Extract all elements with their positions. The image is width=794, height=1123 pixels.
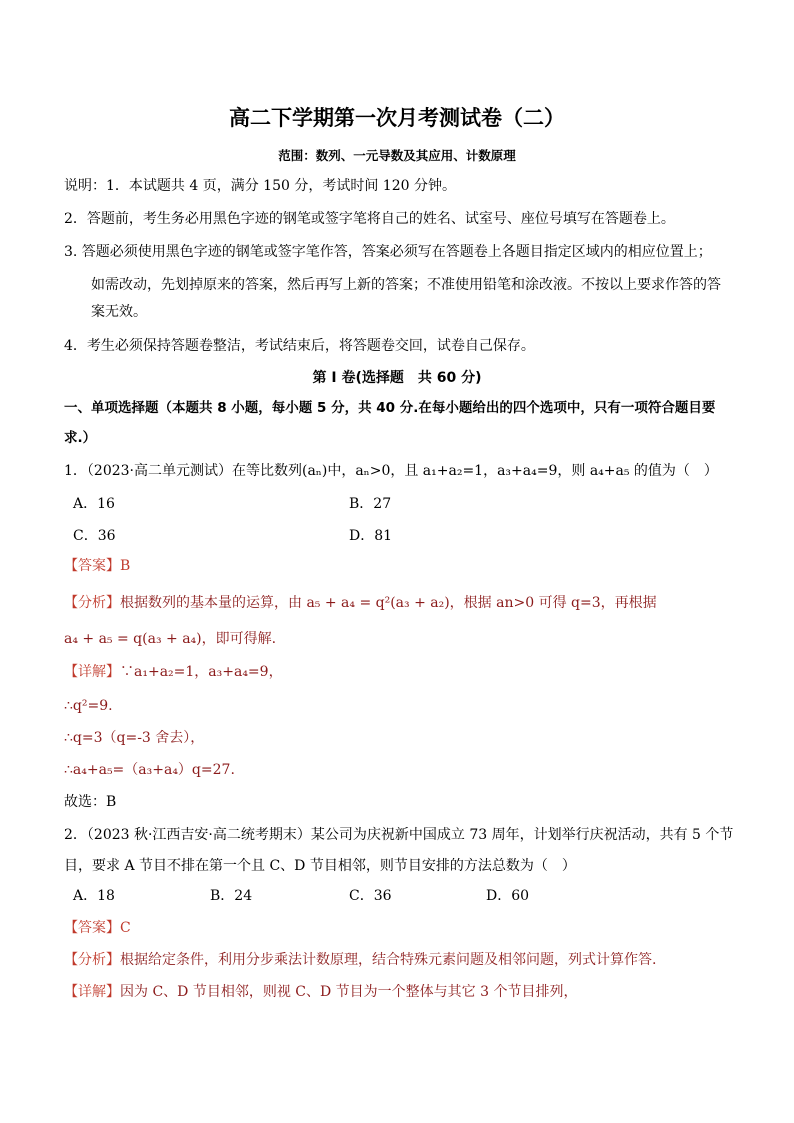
q1-detail	[64, 662, 283, 682]
section-heading-cont: 求.）	[64, 430, 97, 446]
q1-option-d: D．81	[349, 528, 393, 544]
detail-text: ∵a₁+a₂=1，a₃+a₄=9，	[120, 664, 283, 680]
page-title: 高二下学期第一次月考测试卷（二）	[229, 106, 565, 130]
q1-analysis	[64, 593, 657, 613]
q1-answer	[64, 556, 130, 576]
instruction-4: 4．考生必须保持答题卷整洁，考试结束后，将答题卷交回，试卷自己保存。	[64, 338, 535, 354]
q1-detail-2: ∴q²=9.	[64, 698, 113, 714]
q1-choice: 故选：B	[64, 794, 117, 810]
instruction-1: 说明：1．本试题共 4 页，满分 150 分，考试时间 120 分钟。	[64, 178, 456, 194]
q2-option-d: D．60	[486, 888, 530, 904]
detail-tag: 【详解】	[64, 984, 120, 1000]
instruction-2: 2．答题前，考生务必用黑色字迹的钢笔或签字笔将自己的姓名、试室号、座位号填写在答题卷上。	[64, 211, 675, 227]
q2-analysis	[64, 950, 656, 970]
analysis-text: 根据给定条件，利用分步乘法计数原理，结合特殊元素问题及相邻问题，列式计算作答.	[120, 952, 657, 968]
q2-option-c: C．36	[349, 888, 392, 904]
q2-detail	[64, 982, 577, 1002]
detail-text: 因为 C、D 节目相邻，则视 C、D 节目为一个整体与其它 3 个节目排列，	[120, 984, 578, 1000]
q1-option-b: B．27	[349, 496, 392, 512]
part-heading: 第 I 卷(选择题 共 60 分)	[312, 370, 482, 386]
instruction-3-cont: 如需改动，先划掉原来的答案，然后再写上新的答案；不准使用铅笔和涂改液。不按以上要求作答的答	[91, 277, 721, 293]
answer-tag: 【答案】	[64, 558, 120, 574]
analysis-tag: 【分析】	[64, 595, 120, 611]
q1-option-a: A．16	[73, 496, 115, 512]
answer-tag: 【答案】	[64, 920, 120, 936]
q2-option-b: B．24	[210, 888, 253, 904]
q2-stem-cont: 目，要求 A 节目不排在第一个且 C、D 节目相邻，则节目安排的方法总数为（ ）	[64, 858, 576, 874]
analysis-text: 根据数列的基本量的运算，由 a₅ + a₄ = q²(a₃ + a₂)，根据 an>0 可得 q=3，再根据	[120, 595, 657, 611]
q2-stem: 2．（2023 秋·江西吉安·高二统考期末）某公司为庆祝新中国成立 73 周年，计划举行庆祝活动，共有 5 个节	[64, 827, 734, 843]
instruction-3-end: 案无效。	[91, 304, 147, 320]
instruction-3: 3. 答题必须使用黑色字迹的钢笔或签字笔作答，答案必须写在答题卷上各题目指定区域内的相应位置上；	[64, 244, 712, 260]
q1-analysis-cont: a₄ + a₅ = q(a₃ + a₄)，即可得解.	[64, 631, 277, 647]
detail-tag: 【详解】	[64, 664, 120, 680]
q1-stem: 1．（2023·高二单元测试）在等比数列(aₙ)中，aₙ>0，且 a₁+a₂=1，a₃+a₄=9，则 a₄+a₅ 的值为（ ）	[64, 463, 718, 479]
section-heading: 一、单项选择题（本题共 8 小题，每小题 5 分，共 40 分.在每小题给出的四个选项中，只有一项符合题目要	[64, 400, 716, 416]
answer-value: B	[120, 558, 131, 574]
q1-detail-4: ∴a₄+a₅=（a₃+a₄）q=27.	[64, 762, 235, 778]
q2-option-a: A．18	[73, 888, 115, 904]
q2-answer	[64, 918, 131, 938]
q1-detail-3: ∴q=3（q=-3 舍去），	[64, 730, 205, 746]
answer-value: C	[120, 920, 131, 936]
scope-line: 范围：数列、一元导数及其应用、计数原理	[278, 148, 516, 163]
analysis-tag: 【分析】	[64, 952, 120, 968]
q1-option-c: C．36	[73, 528, 116, 544]
